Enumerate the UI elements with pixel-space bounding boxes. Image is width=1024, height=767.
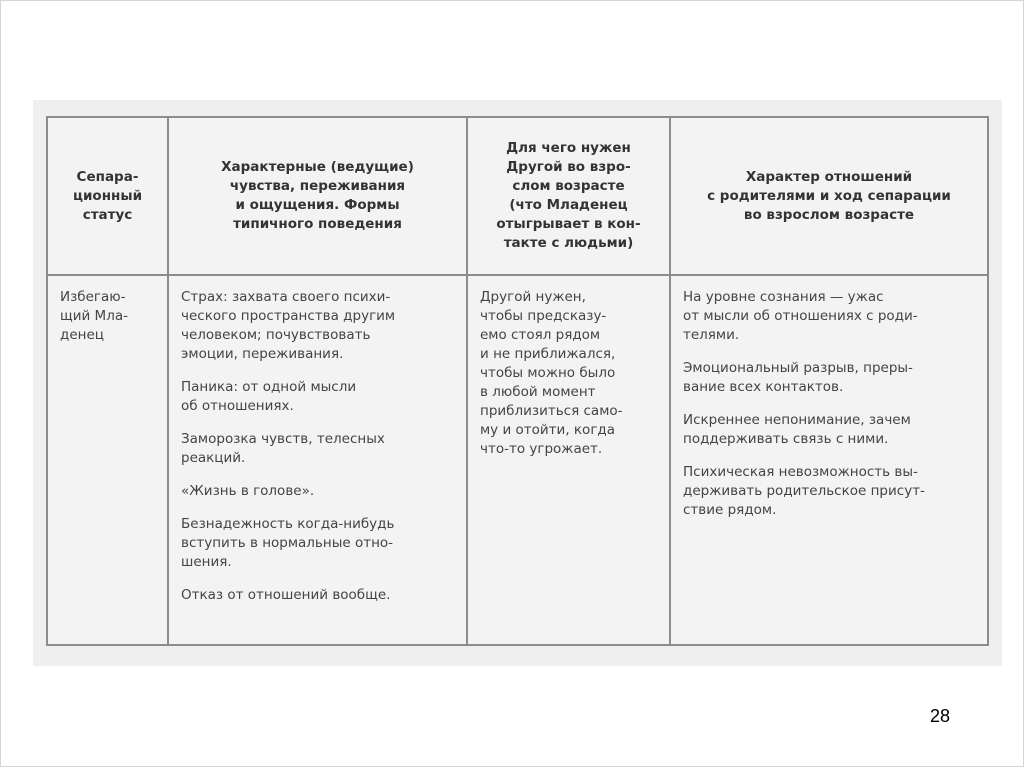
- header-parent-relations: Характер отношений с родителями и ход сепарации во взрослом возрасте: [670, 117, 988, 275]
- other-needed-text: Другой нужен, чтобы предсказу- емо стоял рядом и не приближался, чтобы можно было в любой момент приблизиться само- му и отойти, когда что-то угрожает.: [480, 289, 623, 457]
- header-separation-status: Сепара- ционный статус: [47, 117, 168, 275]
- page-number: 28: [930, 706, 951, 726]
- feelings-paragraph: Страх: захвата своего психи- ческого пространства другим человеком; почувствовать эмоции, переживания.: [181, 289, 396, 362]
- feelings-paragraph: Паника: от одной мысли об отношениях.: [181, 379, 357, 414]
- feelings-paragraph: «Жизнь в голове».: [181, 483, 315, 499]
- status-text: Избегаю- щий Мла- денец: [60, 289, 128, 343]
- cell-other-needed: [467, 275, 670, 645]
- feelings-paragraph: Заморозка чувств, телесных реакций.: [181, 431, 385, 466]
- header-other-needed: Для чего нужен Другой во взро- слом возрасте (что Младенец отыгрывает в кон- такте с людьми): [467, 117, 670, 275]
- relations-paragraph: На уровне сознания — ужас от мысли об отношениях с роди- телями.: [683, 289, 918, 343]
- relations-paragraph: Искреннее непонимание, зачем поддерживать связь с ними.: [683, 412, 911, 447]
- feelings-paragraph: Отказ от отношений вообще.: [181, 587, 391, 603]
- header-feelings-behavior: Характерные (ведущие) чувства, переживания и ощущения. Формы типичного поведения: [168, 117, 467, 275]
- relations-paragraph: Эмоциональный разрыв, преры- вание всех контактов.: [683, 360, 913, 395]
- relations-paragraph: Психическая невозможность вы- держивать родительское присут- ствие рядом.: [683, 464, 925, 518]
- feelings-paragraph: Безнадежность когда-нибудь вступить в нормальные отно- шения.: [181, 516, 395, 570]
- cell-feelings: [168, 275, 467, 645]
- cell-relations: [670, 275, 988, 645]
- table-row: [47, 275, 988, 645]
- table-header-row: [47, 117, 988, 275]
- separation-status-table: [46, 116, 989, 646]
- cell-status: [47, 275, 168, 645]
